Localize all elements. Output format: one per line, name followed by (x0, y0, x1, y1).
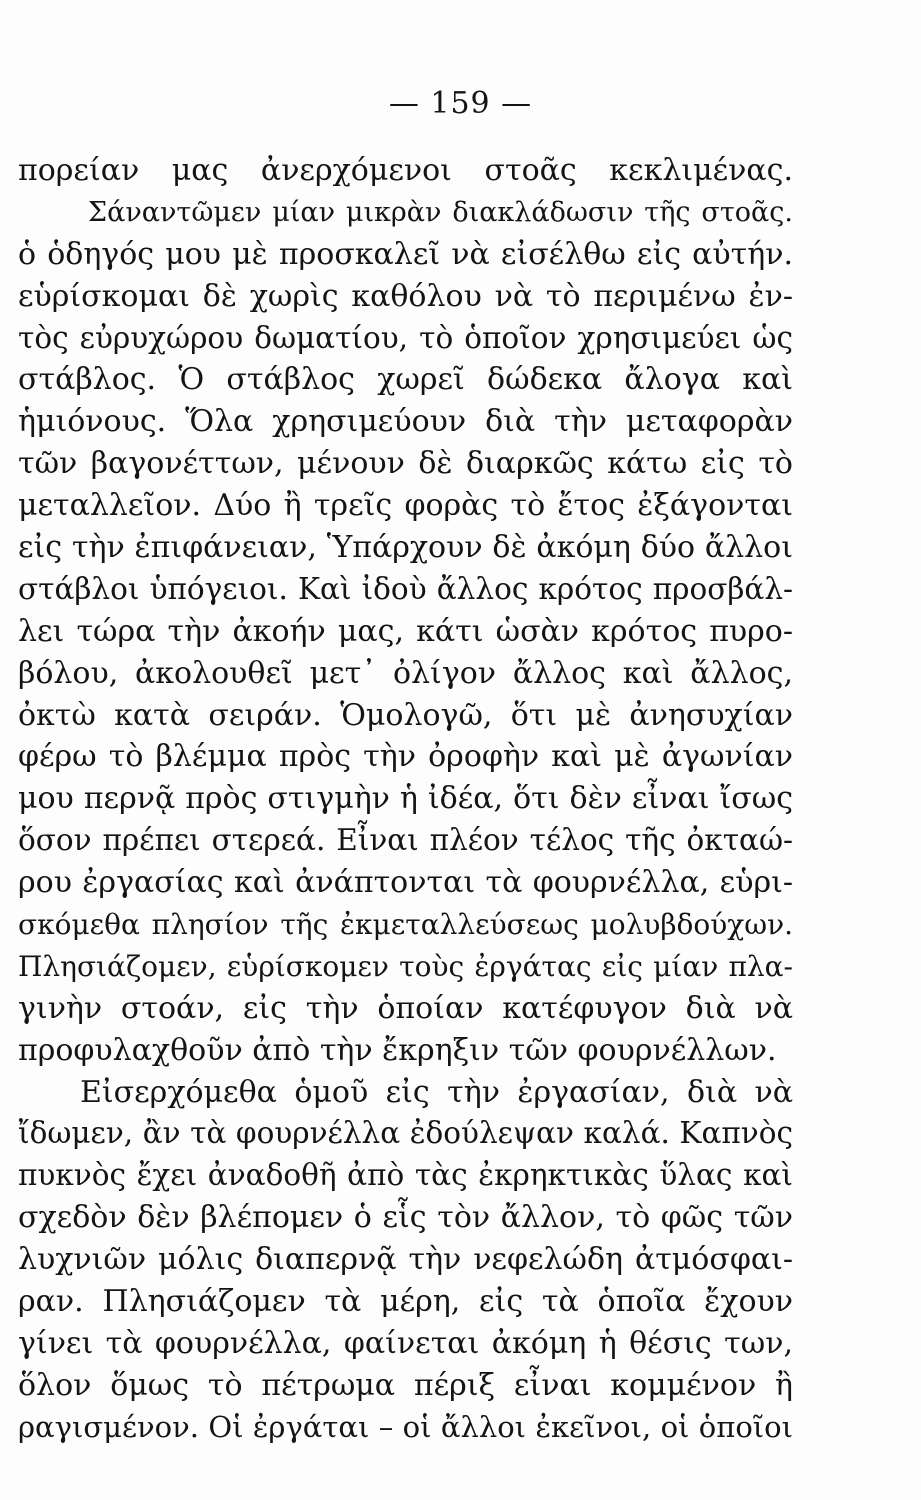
text-line: σκόμεθα πλησίον τῆς ἐκμεταλλεύσεως μολυβδούχων. (18, 908, 793, 942)
text-line: ἡμιόνους. Ὅλα χρησιμεύουν διὰ τὴν μεταφορὰν (18, 404, 793, 440)
text-line: σχεδὸν δὲν βλέπομεν ὁ εἷς τὸν ἄλλον, τὸ φῶς τῶν (18, 1200, 793, 1236)
text-line: ἴδωμεν, ἂν τὰ φουρνέλλα ἐδούλεψαν καλά. Καπνὸς (18, 1116, 793, 1151)
text-line: μεταλλεῖον. Δύο ἢ τρεῖς φορὰς τὸ ἔτος ἐξάγονται (18, 488, 793, 524)
text-line: εὑρίσκομαι δὲ χωρὶς καθόλου νὰ τὸ περιμένω ἐν- (18, 278, 793, 314)
text-line: λυχνιῶν μόλις διαπερνᾷ τὴν νεφελώδη ἀτμόσφαι- (18, 1242, 793, 1278)
text-line: εἰς τὴν ἐπιφάνειαν, Ὑπάρχουν δὲ ἀκόμη δύο ἄλλοι (18, 530, 793, 566)
text-line: ὅσον πρέπει στερεά. Εἶναι πλέον τέλος τῆς ὀκταώ- (18, 823, 793, 858)
body-text (18, 150, 793, 1449)
text-line: πορείαν μας ἀνερχόμενοι στοᾶς κεκλιμένας. (18, 153, 793, 188)
text-line: ὅλον ὅμως τὸ πέτρωμα πέριξ εἶναι κομμένον ἢ (18, 1367, 793, 1403)
text-line: φέρω τὸ βλέμμα πρὸς τὴν ὀροφὴν καὶ μὲ ἀγωνίαν (18, 739, 793, 775)
text-line: ρου ἐργασίας καὶ ἀνάπτονται τὰ φουρνέλλα, εὑρι- (18, 865, 793, 901)
text-line: γίνει τὰ φουρνέλλα, φαίνεται ἀκόμη ἡ θέσις των, (18, 1325, 793, 1361)
text-line: μου περνᾷ πρὸς στιγμὴν ἡ ἰδέα, ὅτι δὲν εἶναι ἴσως (18, 781, 793, 817)
page-number: — 159 — (388, 86, 533, 121)
text-line: στάβλος. Ὁ στάβλος χωρεῖ δώδεκα ἄλογα καὶ (18, 362, 793, 398)
text-line: Εἰσερχόμεθα ὁμοῦ εἰς τὴν ἐργασίαν, διὰ νὰ (80, 1074, 793, 1110)
text-line: προφυλαχθοῦν ἀπὸ τὴν ἔκρηξιν τῶν φουρνέλλων. (18, 1032, 777, 1068)
text-line: Σάναντῶμεν μίαν μικρὰν διακλάδωσιν τῆς στοᾶς. (88, 196, 793, 228)
text-line: τὸς εὐρυχώρου δωματίου, τὸ ὁποῖον χρησιμεύει ὡς (18, 320, 793, 355)
text-line: Πλησιάζομεν, εὑρίσκομεν τοὺς ἐργάτας εἰς μίαν πλα- (18, 949, 793, 983)
text-line: ὀκτὼ κατὰ σειράν. Ὁμολογῶ, ὅτι μὲ ἀνησυχίαν (18, 697, 793, 733)
text-line: βόλου, ἀκολουθεῖ μετ᾽ ὀλίγον ἄλλος καὶ ἄλλος, (18, 655, 793, 691)
text-line: ραν. Πλησιάζομεν τὰ μέρη, εἰς τὰ ὁποῖα ἔχουν (18, 1284, 793, 1320)
text-line: ραγισμένον. Οἱ ἐργάται – οἱ ἄλλοι ἐκεῖνοι, οἱ ὁποῖοι (18, 1409, 793, 1444)
text-line: ὁ ὁδηγός μου μὲ προσκαλεῖ νὰ εἰσέλθω εἰς αὐτήν. (18, 236, 793, 272)
text-line: λει τώρα τὴν ἀκοήν μας, κάτι ὡσὰν κρότος πυρο- (18, 613, 793, 649)
text-line: στάβλοι ὑπόγειοι. Καὶ ἰδοὺ ἄλλος κρότος προσβάλ- (18, 571, 793, 606)
text-line: πυκνὸς ἔχει ἀναδοθῆ ἀπὸ τὰς ἐκρηκτικὰς ὕλας καὶ (18, 1158, 793, 1193)
text-line: γινὴν στοάν, εἰς τὴν ὁποίαν κατέφυγον διὰ νὰ (18, 990, 793, 1026)
text-line: τῶν βαγονέττων, μένουν δὲ διαρκῶς κάτω εἰς τὸ (18, 446, 793, 482)
